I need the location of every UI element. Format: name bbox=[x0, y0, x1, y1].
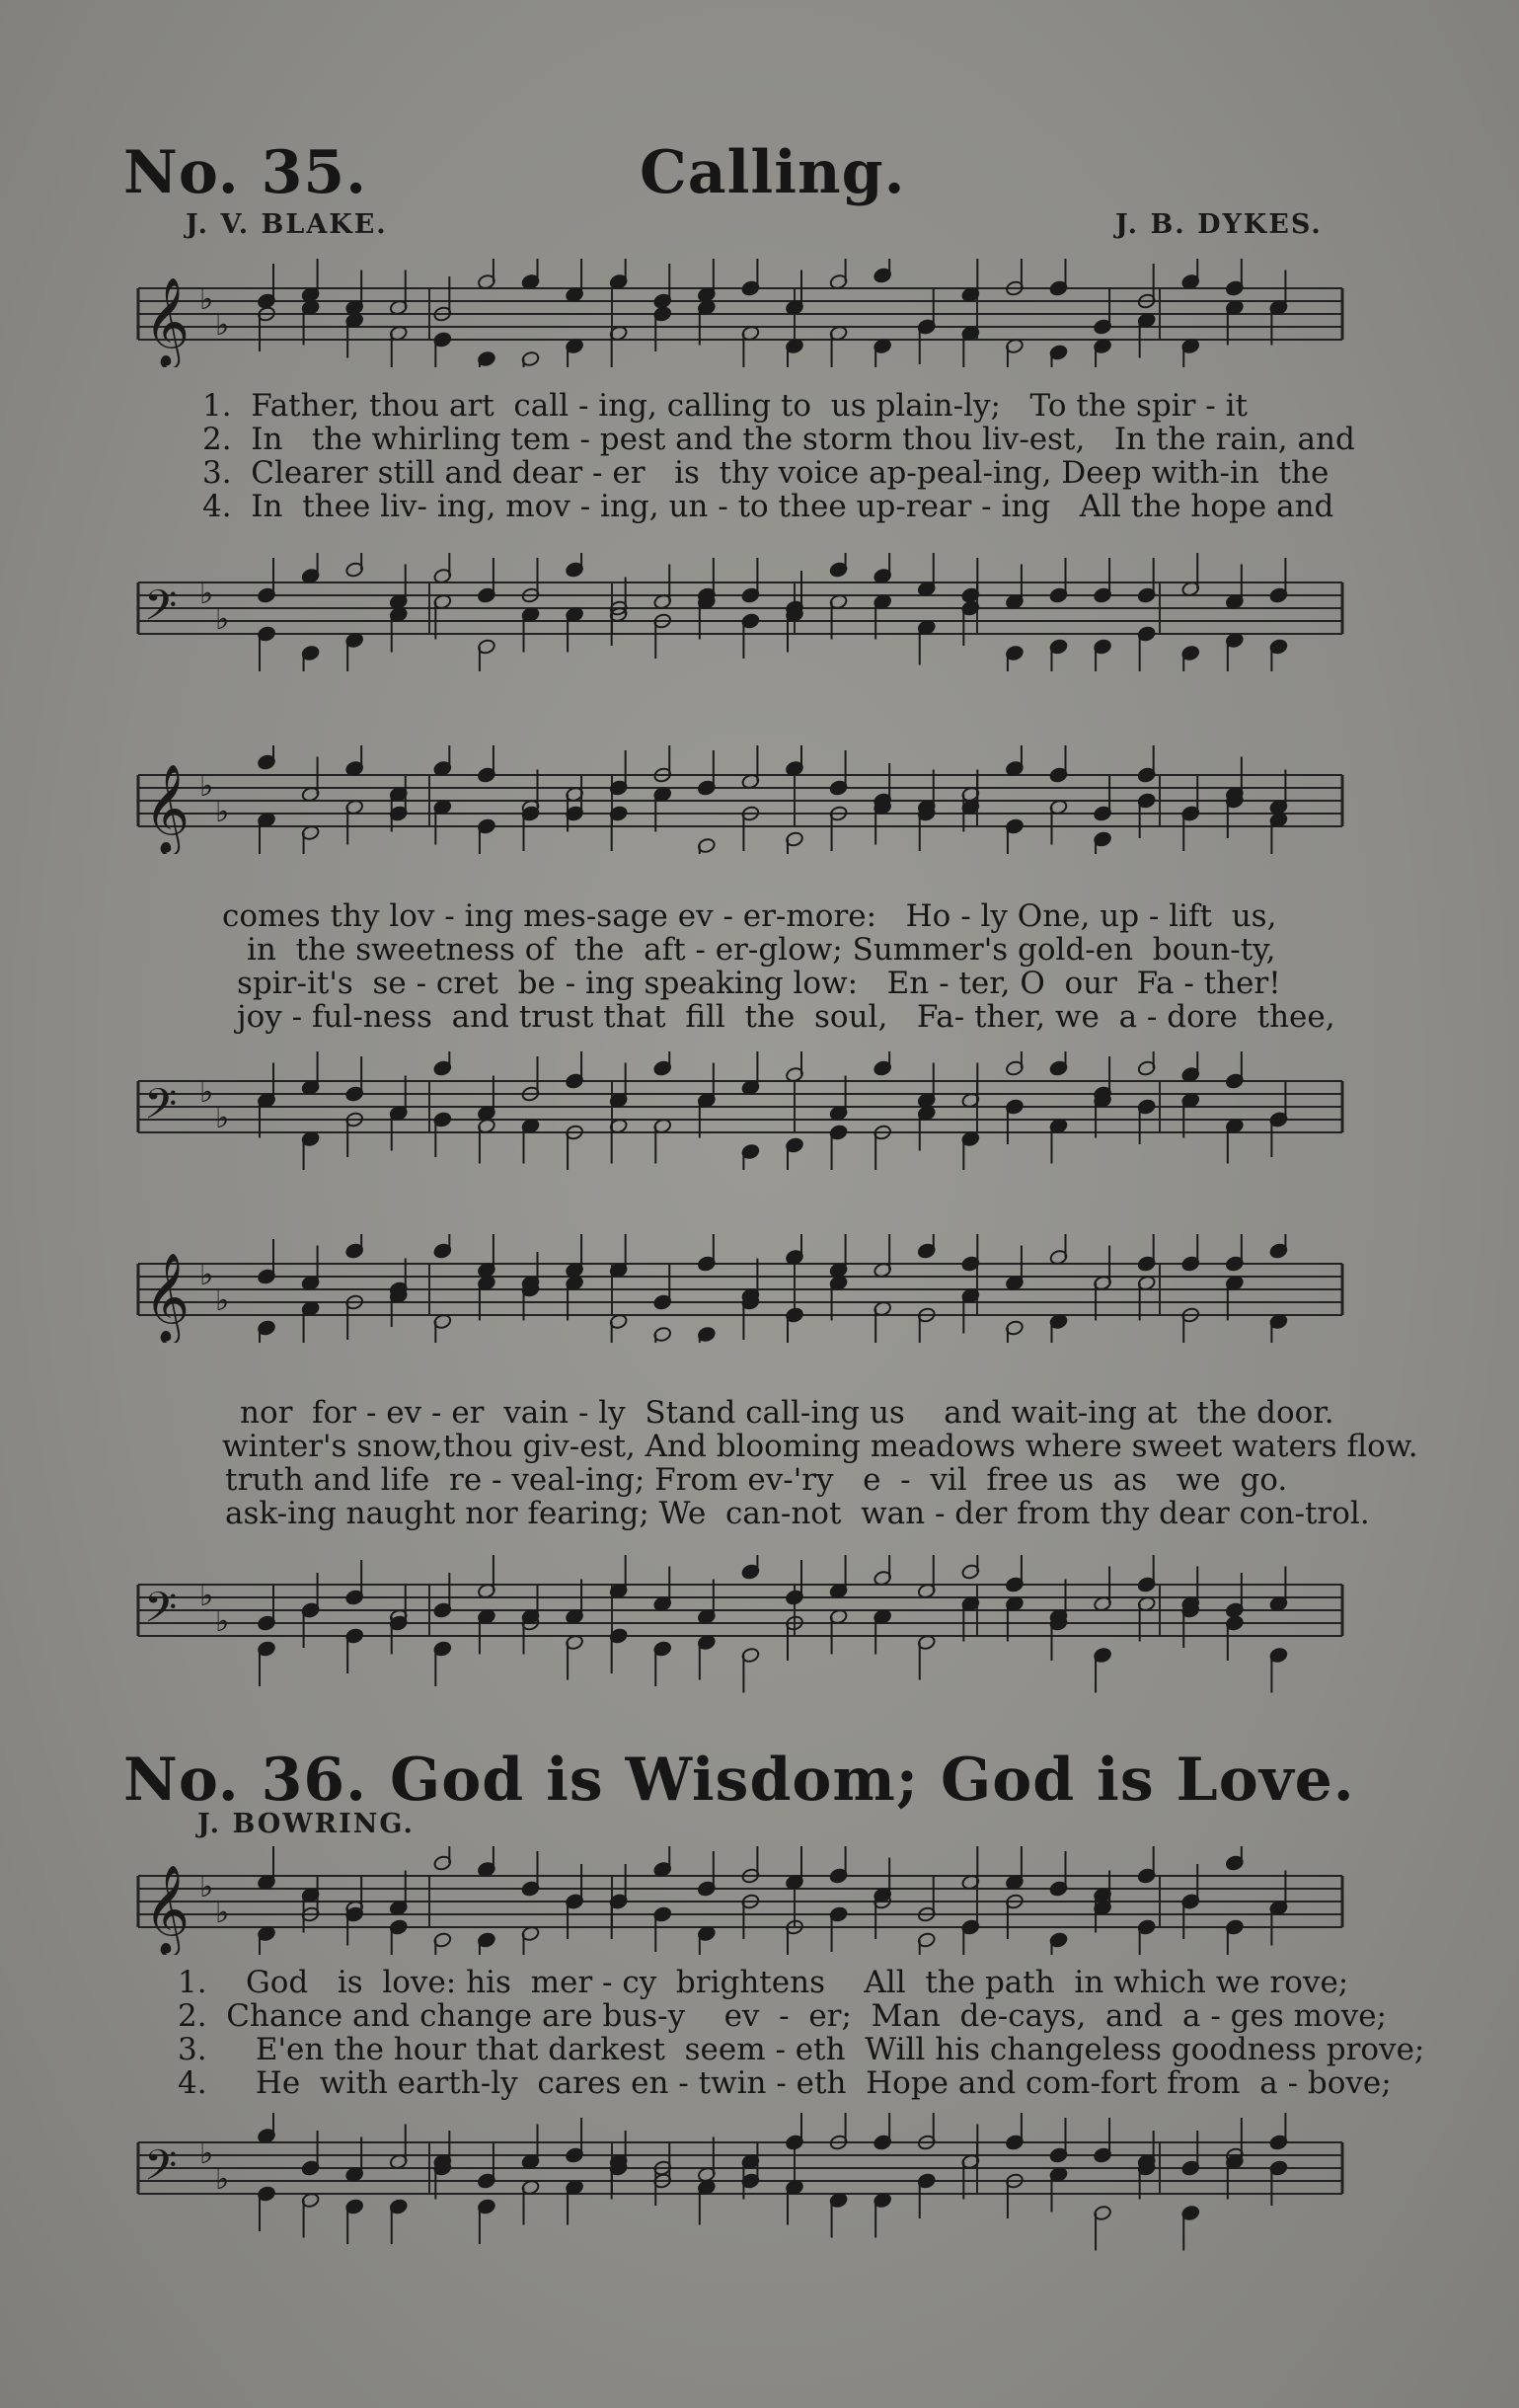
lyric-line: nor for - ev - er vain - ly Stand call-ing us and wait-ing at the door. bbox=[240, 1395, 1334, 1431]
hymn-title: God is Wisdom; God is Love. bbox=[390, 1746, 1355, 1815]
lyric-line: 4. He with earth-ly cares en - twin - eth Hope and com-fort from a - bove; bbox=[178, 2065, 1392, 2101]
lyric-line: spir-it's se - cret be - ing speaking low: En - ter, O our Fa - ther! bbox=[237, 966, 1281, 1001]
words-credit: J. V. BLAKE. bbox=[186, 209, 388, 240]
lyric-line: 2. In the whirling tem - pest and the storm thou liv-est, In the rain, and bbox=[202, 422, 1355, 457]
svg-text:♭: ♭ bbox=[215, 795, 230, 829]
svg-text:♭: ♭ bbox=[199, 769, 214, 804]
svg-text:𝄞: 𝄞 bbox=[144, 1253, 190, 1342]
treble-staff bbox=[0, 259, 1519, 367]
bass-staff bbox=[0, 2113, 1519, 2251]
treble-staff bbox=[0, 745, 1519, 854]
svg-text:♭: ♭ bbox=[199, 1075, 214, 1110]
svg-text:𝄢: 𝄢 bbox=[144, 582, 178, 641]
bass-staff bbox=[0, 553, 1519, 671]
lyric-line: ask-ing naught nor fearing; We can-not wan - der from thy dear con-trol. bbox=[225, 1496, 1370, 1531]
lyric-line: 1. Father, thou art call - ing, calling to us plain-ly; To the spir - it bbox=[202, 388, 1249, 424]
svg-text:♭: ♭ bbox=[199, 282, 214, 317]
svg-text:♭: ♭ bbox=[199, 1579, 214, 1613]
lyric-line: in the sweetness of the aft - er-glow; Summer's gold-en boun-ty, bbox=[247, 932, 1276, 968]
svg-text:𝄞: 𝄞 bbox=[144, 764, 190, 853]
hymn-number: No. 36. bbox=[123, 1746, 367, 1815]
svg-text:♭: ♭ bbox=[199, 1258, 214, 1292]
svg-text:𝄞: 𝄞 bbox=[144, 277, 190, 366]
treble-staff bbox=[0, 1846, 1519, 1955]
treble-staff bbox=[0, 1234, 1519, 1343]
svg-text:𝄢: 𝄢 bbox=[144, 1584, 178, 1643]
lyric-line: truth and life re - veal-ing; From ev-'ry e - vil free us as we go. bbox=[225, 1462, 1288, 1498]
bass-staff bbox=[0, 1555, 1519, 1693]
hymn-number: No. 35. bbox=[123, 138, 367, 207]
lyric-line: 4. In thee liv- ing, mov - ing, un - to thee up-rear - ing All the hope and bbox=[202, 489, 1334, 524]
svg-text:♭: ♭ bbox=[199, 1870, 214, 1904]
svg-text:𝄢: 𝄢 bbox=[144, 1080, 178, 1139]
lyric-line: 1. God is love: his mer - cy brightens All the path in which we rove; bbox=[178, 1965, 1349, 2000]
svg-text:♭: ♭ bbox=[199, 2136, 214, 2171]
hymn-title: Calling. bbox=[640, 138, 906, 207]
lyric-line: winter's snow,thou giv-est, And blooming meadows where sweet waters flow. bbox=[222, 1429, 1418, 1464]
svg-text:♭: ♭ bbox=[215, 1283, 230, 1318]
words-credit: J. BOWRING. bbox=[197, 1809, 415, 1839]
lyric-line: comes thy lov - ing mes-sage ev - er-more: Ho - ly One, up - lift us, bbox=[222, 898, 1277, 934]
svg-text:♭: ♭ bbox=[215, 308, 230, 343]
svg-text:𝄞: 𝄞 bbox=[144, 1865, 190, 1954]
bass-staff bbox=[0, 1051, 1519, 1170]
lyric-line: joy - ful-ness and trust that fill the soul, Fa- ther, we a - dore thee, bbox=[237, 999, 1335, 1035]
lyric-line: 3. E'en the hour that darkest seem - eth Will his changeless goodness prove; bbox=[178, 2032, 1425, 2067]
svg-text:♭: ♭ bbox=[215, 1896, 230, 1930]
svg-text:𝄢: 𝄢 bbox=[144, 2141, 178, 2201]
svg-text:♭: ♭ bbox=[199, 577, 214, 611]
svg-text:♭: ♭ bbox=[215, 602, 230, 637]
svg-text:♭: ♭ bbox=[215, 1101, 230, 1135]
svg-text:♭: ♭ bbox=[215, 2162, 230, 2197]
svg-text:♭: ♭ bbox=[215, 1604, 230, 1639]
music-credit: J. B. DYKES. bbox=[1115, 209, 1323, 240]
lyric-line: 3. Clearer still and dear - er is thy voice ap-peal-ing, Deep with-in the bbox=[202, 455, 1329, 491]
lyric-line: 2. Chance and change are bus-y ev - er; Man de-cays, and a - ges move; bbox=[178, 1998, 1387, 2034]
